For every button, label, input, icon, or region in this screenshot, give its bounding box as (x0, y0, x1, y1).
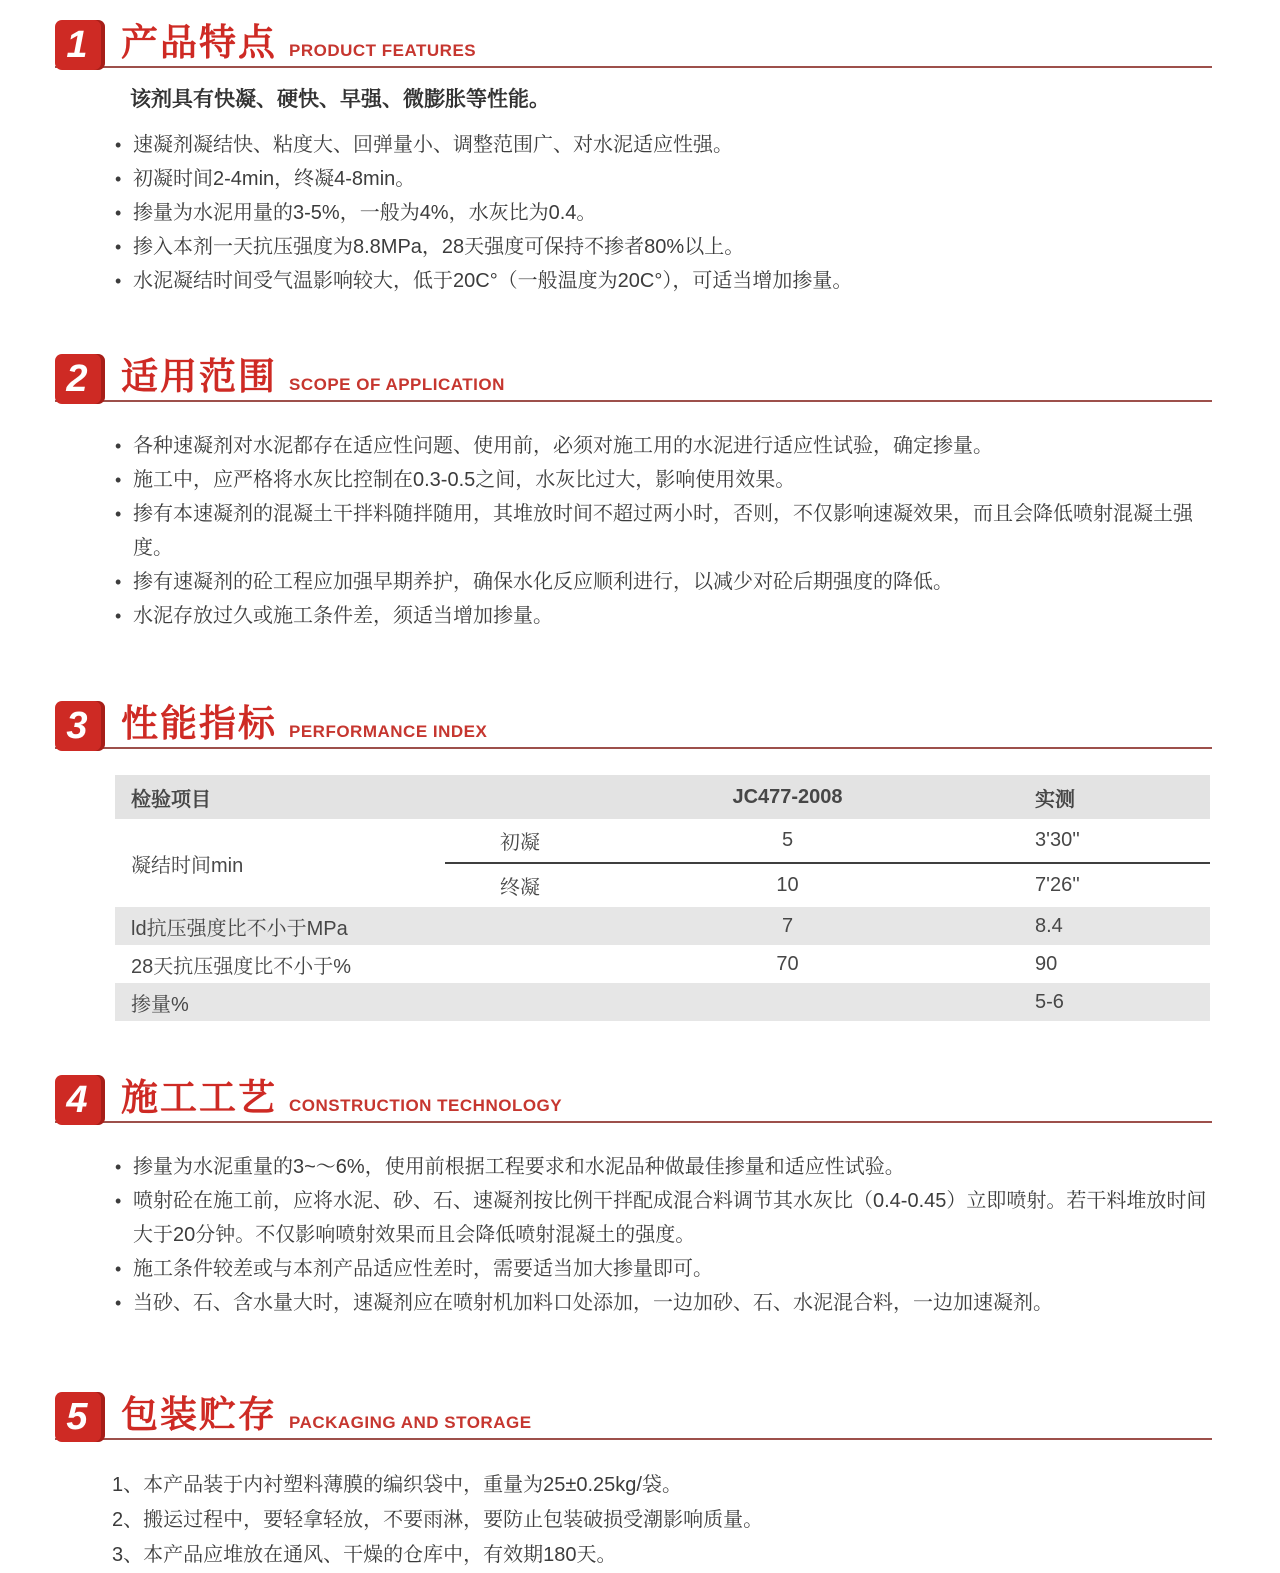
cell-standard: 7 (595, 907, 980, 945)
bullet-dot-icon: • (115, 1191, 122, 1211)
cell-measured: 3'30'' (980, 819, 1210, 863)
list-item (115, 429, 1212, 463)
bullet-list (55, 1150, 1212, 1320)
bullet-list (55, 128, 1212, 298)
section-header (55, 1392, 1212, 1440)
section-title-en: SCOPE OF APPLICATION (289, 375, 505, 394)
list-item (115, 1286, 1212, 1320)
bullet-dot-icon: • (115, 436, 122, 456)
section-title-zh: 施工工艺 (121, 1077, 277, 1118)
list-item (115, 196, 1212, 230)
section-title-zh: 产品特点 (121, 22, 277, 63)
section-title-en: CONSTRUCTION TECHNOLOGY (289, 1096, 563, 1115)
bullet-list (55, 429, 1212, 633)
bullet-dot-icon: • (115, 470, 122, 490)
bullet-dot-icon: • (115, 169, 122, 189)
row-label: 28天抗压强度比不小于% (115, 945, 595, 983)
table-row (115, 907, 1210, 945)
list-item (115, 264, 1212, 298)
section-intro: 该剂具有快凝、硬快、早强、微膨胀等性能。 (130, 88, 550, 111)
list-item (115, 162, 1212, 196)
bullet-text: 当砂、石、含水量大时，速凝剂应在喷射机加料口处添加，一边加砂、石、水泥混合料，一边加速凝剂。 (133, 1292, 1053, 1314)
bullet-dot-icon: • (115, 237, 122, 257)
table-row (115, 983, 1210, 1021)
section-product-features (55, 20, 1212, 298)
column-header: 检验项目 (115, 775, 595, 819)
cell-standard: 70 (595, 945, 980, 983)
section-number-badge: 5 (55, 1392, 105, 1442)
performance-table (115, 775, 1210, 1021)
bullet-dot-icon: • (115, 135, 122, 155)
list-item (115, 1150, 1212, 1184)
row-label: 凝结时间min (115, 819, 445, 907)
section-scope-of-application (55, 354, 1212, 633)
bullet-dot-icon: • (115, 606, 122, 626)
section-number-badge: 2 (55, 354, 105, 404)
bullet-text: 喷射砼在施工前，应将水泥、砂、石、速凝剂按比例干拌配成混合料调节其水灰比（0.4-0.45）立即喷射。若干料堆放时间大于20分钟。不仅影响喷射效果而且会降低喷射混凝土的强度。 (133, 1190, 1207, 1246)
section-title-en: PRODUCT FEATURES (289, 41, 477, 60)
section-packaging-and-storage (55, 1392, 1212, 1573)
list-item (115, 497, 1212, 565)
bullet-text: 速凝剂凝结快、粘度大、回弹量小、调整范围广、对水泥适应性强。 (133, 134, 733, 156)
list-item (115, 128, 1212, 162)
bullet-dot-icon: • (115, 1293, 122, 1313)
cell-measured: 90 (980, 945, 1210, 983)
bullet-text: 水泥存放过久或施工条件差，须适当增加掺量。 (133, 605, 553, 627)
section-title-zh: 包装贮存 (121, 1394, 277, 1435)
list-item (115, 230, 1212, 264)
section-header (55, 1075, 1212, 1123)
bullet-text: 初凝时间2-4min，终凝4-8min。 (133, 168, 416, 190)
sub-row-label: 终凝 (445, 863, 595, 907)
bullet-dot-icon: • (115, 1157, 122, 1177)
section-number-badge: 4 (55, 1075, 105, 1125)
cell-measured: 8.4 (980, 907, 1210, 945)
bullet-dot-icon: • (115, 271, 122, 291)
list-item (115, 565, 1212, 599)
table-row (115, 945, 1210, 983)
bullet-text: 掺量为水泥重量的3~～6%，使用前根据工程要求和水泥品种做最佳掺量和适应性试验。 (133, 1156, 905, 1178)
numbered-list (55, 1468, 1212, 1573)
list-item: 2、搬运过程中，要轻拿轻放，不要雨淋，要防止包装破损受潮影响质量。 (112, 1509, 764, 1531)
bullet-dot-icon: • (115, 504, 122, 524)
bullet-text: 施工条件较差或与本剂产品适应性差时，需要适当加大掺量即可。 (133, 1258, 713, 1280)
list-item (115, 1184, 1212, 1252)
bullet-text: 掺入本剂一天抗压强度为8.8MPa，28天强度可保持不掺者80%以上。 (133, 236, 745, 258)
cell-measured: 5-6 (980, 983, 1210, 1021)
bullet-text: 掺有速凝剂的砼工程应加强早期养护，确保水化反应顺利进行，以减少对砼后期强度的降低。 (133, 571, 953, 593)
performance-table-wrap (115, 775, 1212, 1021)
table-row (115, 819, 1210, 863)
section-construction-technology (55, 1075, 1212, 1320)
section-header (55, 20, 1212, 68)
bullet-text: 水泥凝结时间受气温影响较大，低于20C°（一般温度为20C°），可适当增加掺量。 (133, 270, 853, 292)
table-header-row (115, 775, 1210, 819)
section-title-zh: 性能指标 (121, 703, 277, 744)
list-item: 3、本产品应堆放在通风、干燥的仓库中，有效期180天。 (112, 1544, 617, 1566)
section-header (55, 354, 1212, 402)
list-item (115, 599, 1212, 633)
bullet-text: 各种速凝剂对水泥都存在适应性问题、使用前，必须对施工用的水泥进行适应性试验，确定掺量。 (133, 435, 993, 457)
row-label: ld抗压强度比不小于MPa (115, 907, 595, 945)
section-title-zh: 适用范围 (121, 356, 277, 397)
list-item (115, 1252, 1212, 1286)
cell-standard (595, 983, 980, 1021)
cell-standard: 10 (595, 863, 980, 907)
cell-standard: 5 (595, 819, 980, 863)
bullet-dot-icon: • (115, 203, 122, 223)
section-title-en: PERFORMANCE INDEX (289, 722, 488, 741)
cell-measured: 7'26'' (980, 863, 1210, 907)
bullet-text: 施工中，应严格将水灰比控制在0.3-0.5之间，水灰比过大，影响使用效果。 (133, 469, 796, 491)
list-item: 1、本产品装于内衬塑料薄膜的编织袋中，重量为25±0.25kg/袋。 (112, 1474, 682, 1496)
section-title-en: PACKAGING AND STORAGE (289, 1413, 532, 1432)
column-header: 实测 (980, 775, 1210, 819)
bullet-text: 掺量为水泥用量的3-5%，一般为4%，水灰比为0.4。 (133, 202, 597, 224)
section-header (55, 701, 1212, 749)
row-label: 掺量% (115, 983, 595, 1021)
sub-row-label: 初凝 (445, 819, 595, 863)
section-performance-index (55, 701, 1212, 1021)
column-header: JC477-2008 (595, 775, 980, 819)
list-item (115, 463, 1212, 497)
section-number-badge: 1 (55, 20, 105, 70)
bullet-text: 掺有本速凝剂的混凝土干拌料随拌随用，其堆放时间不超过两小时，否则，不仅影响速凝效果，而且会降低喷射混凝土强度。 (133, 503, 1193, 559)
section-number-badge: 3 (55, 701, 105, 751)
bullet-dot-icon: • (115, 572, 122, 592)
bullet-dot-icon: • (115, 1259, 122, 1279)
